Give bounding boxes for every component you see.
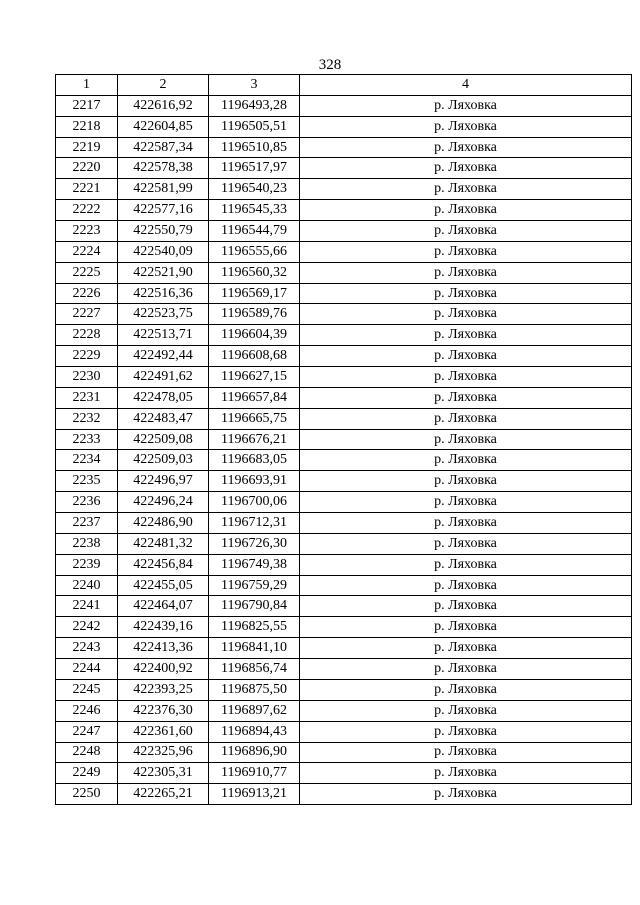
point-number-cell: 2229 [56,346,118,367]
object-name-cell: р. Ляховка [300,116,632,137]
table-row [56,513,632,534]
x-coordinate-cell: 422393,25 [118,679,209,700]
x-coordinate-cell: 422523,75 [118,304,209,325]
object-name-cell: р. Ляховка [300,596,632,617]
y-coordinate-cell: 1196913,21 [209,784,300,805]
point-number-cell: 2225 [56,262,118,283]
table-row [56,283,632,304]
column-header-4: 4 [300,75,632,96]
object-name-cell: р. Ляховка [300,492,632,513]
object-name-cell: р. Ляховка [300,95,632,116]
table-body [56,95,632,804]
y-coordinate-cell: 1196505,51 [209,116,300,137]
y-coordinate-cell: 1196683,05 [209,450,300,471]
y-coordinate-cell: 1196910,77 [209,763,300,784]
x-coordinate-cell: 422496,97 [118,471,209,492]
object-name-cell: р. Ляховка [300,367,632,388]
table-row [56,450,632,471]
y-coordinate-cell: 1196569,17 [209,283,300,304]
column-header-3: 3 [209,75,300,96]
table-row [56,679,632,700]
x-coordinate-cell: 422578,38 [118,158,209,179]
object-name-cell: р. Ляховка [300,513,632,534]
point-number-cell: 2222 [56,200,118,221]
x-coordinate-cell: 422376,30 [118,700,209,721]
x-coordinate-cell: 422540,09 [118,241,209,262]
point-number-cell: 2235 [56,471,118,492]
column-header-2: 2 [118,75,209,96]
y-coordinate-cell: 1196693,91 [209,471,300,492]
y-coordinate-cell: 1196627,15 [209,367,300,388]
point-number-cell: 2226 [56,283,118,304]
table-row [56,387,632,408]
x-coordinate-cell: 422486,90 [118,513,209,534]
object-name-cell: р. Ляховка [300,638,632,659]
object-name-cell: р. Ляховка [300,429,632,450]
object-name-cell: р. Ляховка [300,387,632,408]
point-number-cell: 2243 [56,638,118,659]
point-number-cell: 2246 [56,700,118,721]
y-coordinate-cell: 1196493,28 [209,95,300,116]
page-number: 328 [318,57,342,73]
point-number-cell: 2240 [56,575,118,596]
table-row [56,659,632,680]
point-number-cell: 2241 [56,596,118,617]
point-number-cell: 2227 [56,304,118,325]
point-number-cell: 2250 [56,784,118,805]
object-name-cell: р. Ляховка [300,450,632,471]
y-coordinate-cell: 1196856,74 [209,659,300,680]
y-coordinate-cell: 1196676,21 [209,429,300,450]
object-name-cell: р. Ляховка [300,408,632,429]
y-coordinate-cell: 1196700,06 [209,492,300,513]
y-coordinate-cell: 1196749,38 [209,554,300,575]
x-coordinate-cell: 422305,31 [118,763,209,784]
object-name-cell: р. Ляховка [300,137,632,158]
y-coordinate-cell: 1196510,85 [209,137,300,158]
object-name-cell: р. Ляховка [300,554,632,575]
object-name-cell: р. Ляховка [300,304,632,325]
x-coordinate-cell: 422509,03 [118,450,209,471]
y-coordinate-cell: 1196604,39 [209,325,300,346]
table-row [56,325,632,346]
point-number-cell: 2224 [56,241,118,262]
coordinates-table [55,74,632,805]
object-name-cell: р. Ляховка [300,221,632,242]
x-coordinate-cell: 422496,24 [118,492,209,513]
x-coordinate-cell: 422455,05 [118,575,209,596]
table-row [56,721,632,742]
x-coordinate-cell: 422478,05 [118,387,209,408]
object-name-cell: р. Ляховка [300,471,632,492]
point-number-cell: 2219 [56,137,118,158]
table-row [56,429,632,450]
point-number-cell: 2239 [56,554,118,575]
table-row [56,492,632,513]
table-row [56,533,632,554]
table-row [56,471,632,492]
x-coordinate-cell: 422513,71 [118,325,209,346]
column-header-1: 1 [56,75,118,96]
table-row [56,179,632,200]
point-number-cell: 2228 [56,325,118,346]
table-row [56,742,632,763]
y-coordinate-cell: 1196560,32 [209,262,300,283]
point-number-cell: 2245 [56,679,118,700]
object-name-cell: р. Ляховка [300,283,632,304]
table-row [56,241,632,262]
table-row [56,346,632,367]
y-coordinate-cell: 1196897,62 [209,700,300,721]
table-row [56,617,632,638]
point-number-cell: 2218 [56,116,118,137]
y-coordinate-cell: 1196875,50 [209,679,300,700]
y-coordinate-cell: 1196896,90 [209,742,300,763]
object-name-cell: р. Ляховка [300,241,632,262]
table-row [56,554,632,575]
x-coordinate-cell: 422492,44 [118,346,209,367]
object-name-cell: р. Ляховка [300,179,632,200]
x-coordinate-cell: 422439,16 [118,617,209,638]
x-coordinate-cell: 422616,92 [118,95,209,116]
point-number-cell: 2244 [56,659,118,680]
point-number-cell: 2234 [56,450,118,471]
x-coordinate-cell: 422325,96 [118,742,209,763]
y-coordinate-cell: 1196790,84 [209,596,300,617]
y-coordinate-cell: 1196540,23 [209,179,300,200]
x-coordinate-cell: 422587,34 [118,137,209,158]
y-coordinate-cell: 1196759,29 [209,575,300,596]
point-number-cell: 2220 [56,158,118,179]
object-name-cell: р. Ляховка [300,346,632,367]
table-row [56,95,632,116]
table-row [56,408,632,429]
y-coordinate-cell: 1196608,68 [209,346,300,367]
y-coordinate-cell: 1196894,43 [209,721,300,742]
point-number-cell: 2247 [56,721,118,742]
point-number-cell: 2217 [56,95,118,116]
y-coordinate-cell: 1196517,97 [209,158,300,179]
object-name-cell: р. Ляховка [300,617,632,638]
x-coordinate-cell: 422400,92 [118,659,209,680]
y-coordinate-cell: 1196555,66 [209,241,300,262]
y-coordinate-cell: 1196665,75 [209,408,300,429]
x-coordinate-cell: 422604,85 [118,116,209,137]
y-coordinate-cell: 1196657,84 [209,387,300,408]
x-coordinate-cell: 422581,99 [118,179,209,200]
object-name-cell: р. Ляховка [300,679,632,700]
x-coordinate-cell: 422464,07 [118,596,209,617]
table-header-row [56,75,632,96]
x-coordinate-cell: 422491,62 [118,367,209,388]
point-number-cell: 2237 [56,513,118,534]
x-coordinate-cell: 422481,32 [118,533,209,554]
x-coordinate-cell: 422521,90 [118,262,209,283]
point-number-cell: 2232 [56,408,118,429]
y-coordinate-cell: 1196545,33 [209,200,300,221]
y-coordinate-cell: 1196841,10 [209,638,300,659]
x-coordinate-cell: 422361,60 [118,721,209,742]
point-number-cell: 2236 [56,492,118,513]
point-number-cell: 2242 [56,617,118,638]
object-name-cell: р. Ляховка [300,763,632,784]
x-coordinate-cell: 422456,84 [118,554,209,575]
object-name-cell: р. Ляховка [300,784,632,805]
object-name-cell: р. Ляховка [300,262,632,283]
table-row [56,784,632,805]
x-coordinate-cell: 422509,08 [118,429,209,450]
table-row [56,137,632,158]
x-coordinate-cell: 422577,16 [118,200,209,221]
point-number-cell: 2233 [56,429,118,450]
y-coordinate-cell: 1196712,31 [209,513,300,534]
point-number-cell: 2248 [56,742,118,763]
point-number-cell: 2249 [56,763,118,784]
point-number-cell: 2230 [56,367,118,388]
table-row [56,575,632,596]
table-row [56,367,632,388]
object-name-cell: р. Ляховка [300,742,632,763]
x-coordinate-cell: 422516,36 [118,283,209,304]
table-row [56,221,632,242]
table-row [56,200,632,221]
y-coordinate-cell: 1196589,76 [209,304,300,325]
object-name-cell: р. Ляховка [300,158,632,179]
object-name-cell: р. Ляховка [300,700,632,721]
y-coordinate-cell: 1196544,79 [209,221,300,242]
y-coordinate-cell: 1196825,55 [209,617,300,638]
table-row [56,262,632,283]
object-name-cell: р. Ляховка [300,659,632,680]
x-coordinate-cell: 422265,21 [118,784,209,805]
object-name-cell: р. Ляховка [300,325,632,346]
table-row [56,304,632,325]
object-name-cell: р. Ляховка [300,533,632,554]
point-number-cell: 2231 [56,387,118,408]
point-number-cell: 2221 [56,179,118,200]
x-coordinate-cell: 422550,79 [118,221,209,242]
point-number-cell: 2223 [56,221,118,242]
x-coordinate-cell: 422483,47 [118,408,209,429]
y-coordinate-cell: 1196726,30 [209,533,300,554]
table-row [56,700,632,721]
table-row [56,763,632,784]
object-name-cell: р. Ляховка [300,200,632,221]
table-row [56,158,632,179]
table-row [56,116,632,137]
x-coordinate-cell: 422413,36 [118,638,209,659]
table-row [56,638,632,659]
table-row [56,596,632,617]
object-name-cell: р. Ляховка [300,721,632,742]
point-number-cell: 2238 [56,533,118,554]
object-name-cell: р. Ляховка [300,575,632,596]
